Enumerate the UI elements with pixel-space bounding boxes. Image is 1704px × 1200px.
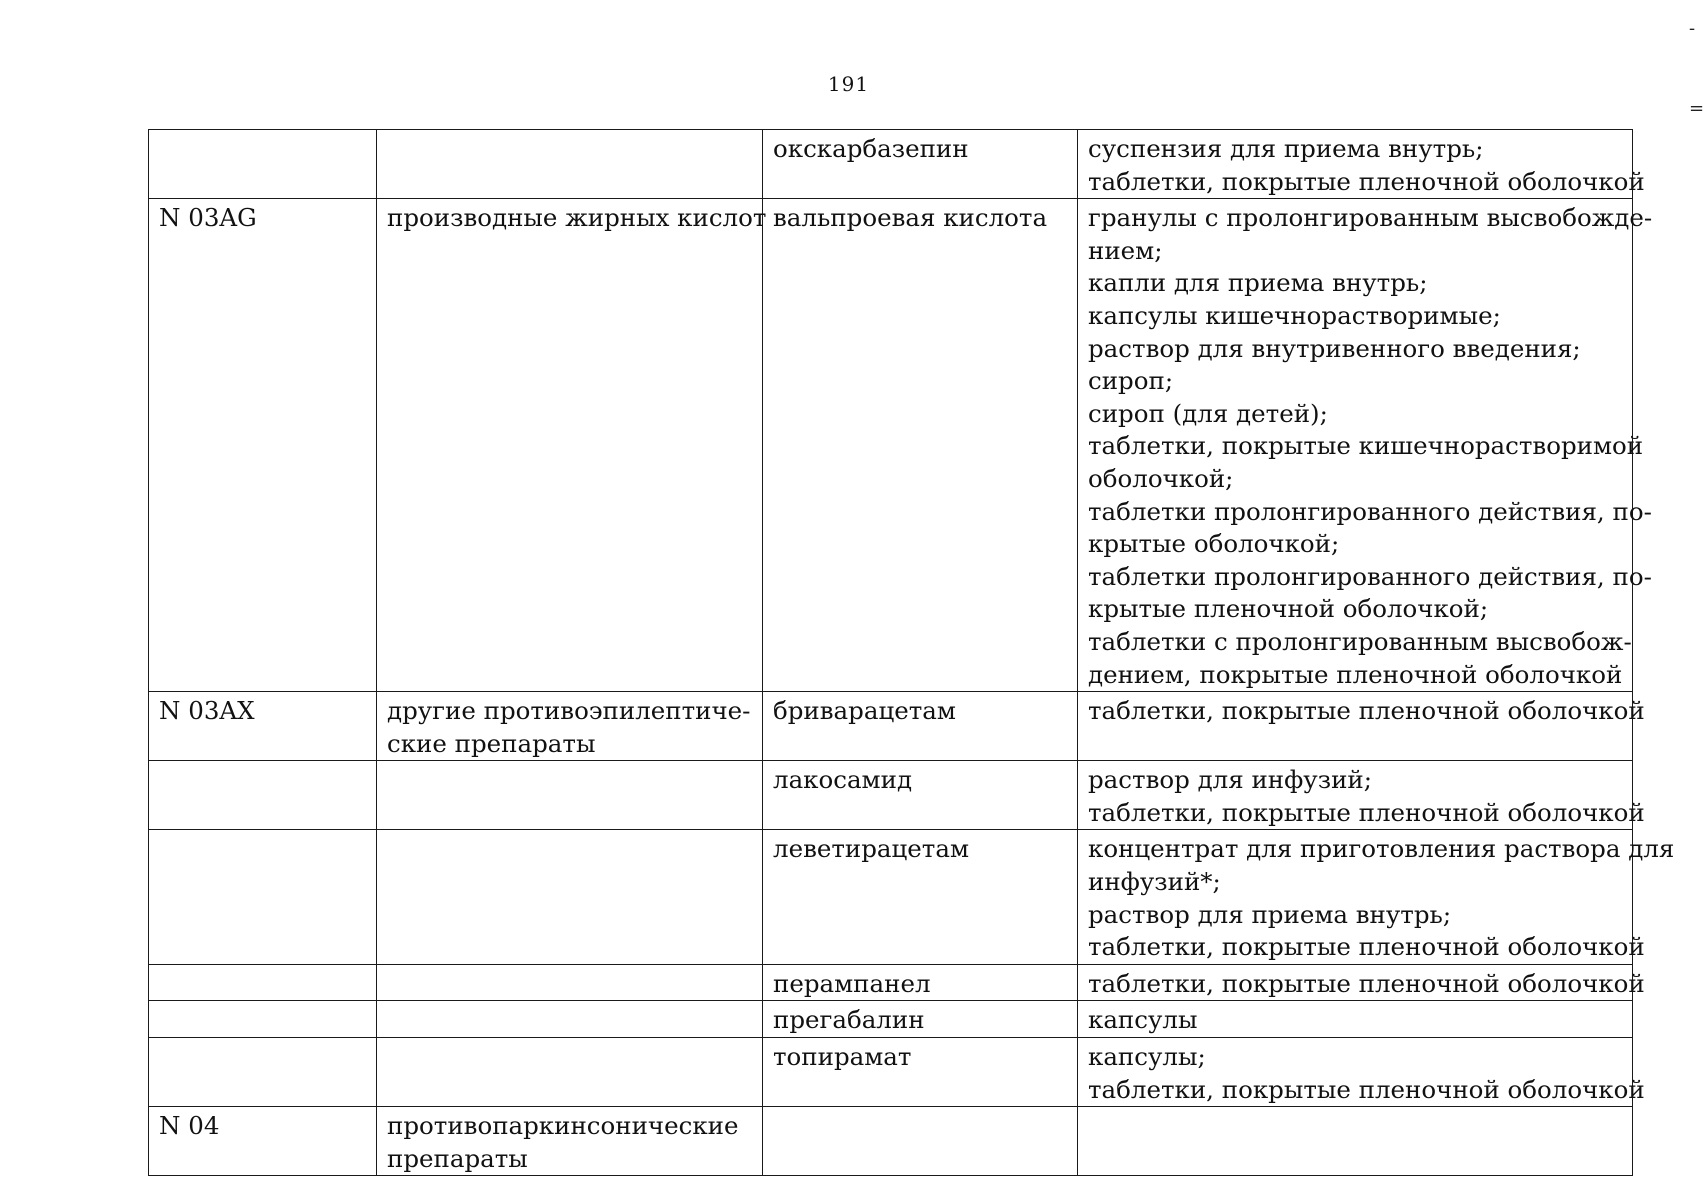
dosage-form-line: таблетки пролонгированного действия, по- xyxy=(1088,496,1652,526)
dosage-form-line: капсулы кишечнорастворимые; xyxy=(1088,300,1501,330)
pharmacological-group-cell xyxy=(377,692,763,761)
drug-name-cell: лакосамид xyxy=(763,761,1078,830)
drug-name-cell: леветирацетам xyxy=(763,830,1078,964)
dosage-forms-cell xyxy=(1078,1038,1645,1107)
pharmacological-group-cell xyxy=(377,830,763,964)
margin-mark: = xyxy=(1689,98,1704,119)
dosage-form-line: таблетки, покрытые пленочной оболочкой xyxy=(1088,797,1645,827)
atc-code-cell xyxy=(149,1001,377,1038)
pharmacological-group-cell xyxy=(377,1001,763,1038)
dosage-form-line: таблетки, покрытые кишечнорастворимой xyxy=(1088,431,1644,461)
dosage-form-line: дением, покрытые пленочной оболочкой xyxy=(1088,659,1623,689)
group-text-line: препараты xyxy=(387,1143,528,1173)
table-row xyxy=(149,964,1633,1001)
pharmacological-group-cell xyxy=(377,199,767,692)
table-row xyxy=(149,1038,1633,1107)
drug-name-cell xyxy=(763,1107,1078,1176)
dosage-form-line: оболочкой; xyxy=(1088,463,1234,493)
dosage-form-line: таблетки пролонгированного действия, по- xyxy=(1088,561,1652,591)
drug-name-cell: прегабалин xyxy=(763,1001,1078,1038)
dosage-form-line: таблетки с пролонгированным высвобож- xyxy=(1088,626,1632,656)
table-row xyxy=(149,199,1633,692)
dosage-form-line: сироп (для детей); xyxy=(1088,398,1328,428)
pharmacological-group-cell xyxy=(377,130,763,199)
dosage-form-line: раствор для инфузий; xyxy=(1088,765,1372,795)
dosage-form-line: концентрат для приготовления раствора для xyxy=(1088,834,1675,864)
table-body xyxy=(149,130,1675,1176)
dosage-forms-cell xyxy=(1078,1001,1633,1038)
dosage-form-line: таблетки, покрытые пленочной оболочкой xyxy=(1088,166,1645,196)
pharmacological-group-cell xyxy=(377,761,763,830)
dosage-form-line: капсулы; xyxy=(1088,1042,1206,1072)
drug-name-cell: топирамат xyxy=(763,1038,1078,1107)
pharmacological-group-cell xyxy=(377,1038,763,1107)
drug-name-cell: бриварацетам xyxy=(763,692,1078,761)
dosage-form-line: таблетки, покрытые пленочной оболочкой xyxy=(1088,1074,1645,1104)
dosage-form-line: таблетки, покрытые пленочной оболочкой xyxy=(1088,932,1645,962)
table-row xyxy=(149,692,1633,761)
drug-name-cell: перампанел xyxy=(763,964,1078,1001)
pharmacological-group-cell xyxy=(377,1107,763,1176)
table-row xyxy=(149,130,1633,199)
drug-name-cell: вальпроевая кислота xyxy=(763,199,1078,692)
drug-classification-table xyxy=(148,129,1675,1176)
atc-code-cell xyxy=(149,830,377,964)
atc-code-cell: N 04 xyxy=(149,1107,377,1176)
dosage-form-line: капли для приема внутрь; xyxy=(1088,268,1428,298)
dosage-form-line: нием; xyxy=(1088,235,1163,265)
group-text-line: противопаркинсонические xyxy=(387,1111,739,1141)
atc-code-cell xyxy=(149,1038,377,1107)
atc-code-cell: N 03AG xyxy=(149,199,377,692)
dosage-forms-cell xyxy=(1078,692,1645,761)
pharmacological-group-cell xyxy=(377,964,763,1001)
group-text-line: ские препараты xyxy=(387,728,596,758)
dosage-form-line: крытые оболочкой; xyxy=(1088,529,1340,559)
dosage-form-line: крытые пленочной оболочкой; xyxy=(1088,594,1489,624)
dosage-form-line: раствор для приема внутрь; xyxy=(1088,899,1452,929)
dosage-forms-cell xyxy=(1078,830,1675,964)
table-row xyxy=(149,830,1633,964)
dosage-forms-cell xyxy=(1078,1107,1633,1176)
atc-code-cell: N 03AX xyxy=(149,692,377,761)
table-row xyxy=(149,1107,1633,1176)
dosage-forms-cell xyxy=(1078,964,1645,1001)
dosage-form-line: гранулы с пролонгированным высвобожде- xyxy=(1088,203,1653,233)
page-number: 191 xyxy=(827,72,870,96)
atc-code-cell xyxy=(149,130,377,199)
atc-code-cell xyxy=(149,964,377,1001)
dosage-form-line: раствор для внутривенного введения; xyxy=(1088,333,1581,363)
dosage-form-line: таблетки, покрытые пленочной оболочкой xyxy=(1088,968,1645,998)
atc-code-cell xyxy=(149,761,377,830)
dosage-form-line: сироп; xyxy=(1088,366,1174,396)
group-text-line: производные жирных кислот xyxy=(387,203,767,233)
table-row xyxy=(149,761,1633,830)
dosage-form-line: таблетки, покрытые пленочной оболочкой xyxy=(1088,696,1645,726)
dosage-form-line: суспензия для приема внутрь; xyxy=(1088,134,1484,163)
margin-mark: - xyxy=(1689,18,1696,39)
drug-name-cell: окскарбазепин xyxy=(763,130,1078,199)
dosage-form-line: капсулы xyxy=(1088,1005,1198,1035)
table-row xyxy=(149,1001,1633,1038)
dosage-forms-cell xyxy=(1078,130,1645,199)
dosage-forms-cell xyxy=(1078,199,1653,692)
dosage-forms-cell xyxy=(1078,761,1645,830)
group-text-line: другие противоэпилептиче- xyxy=(387,696,751,726)
dosage-form-line: инфузий*; xyxy=(1088,867,1221,897)
